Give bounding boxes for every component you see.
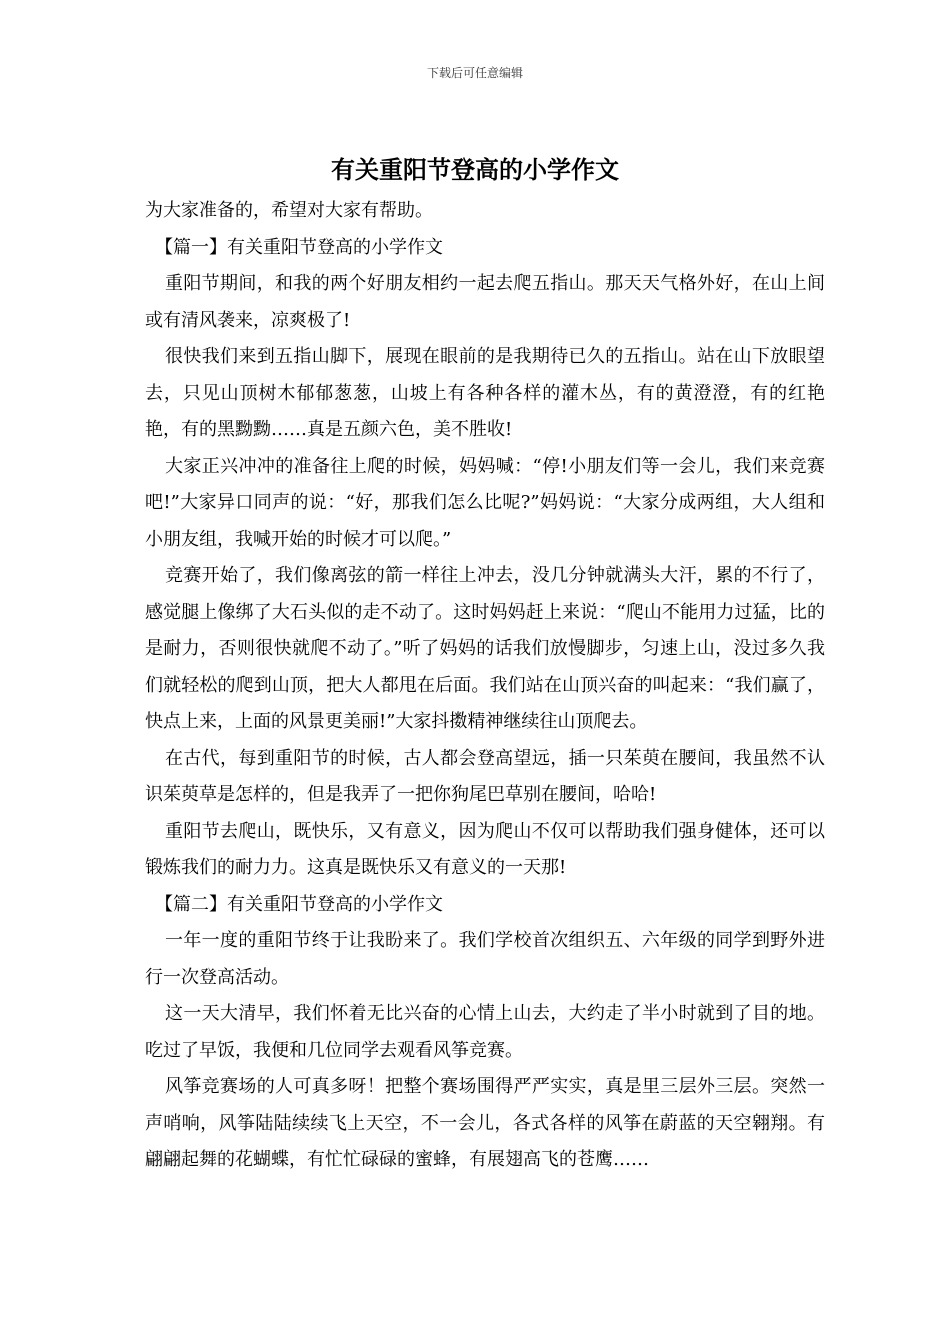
paragraph: 这一天大清早，我们怀着无比兴奋的心情上山去，大约走了半小时就到了目的地。吃过了早饭，我便和几位同学去观看风筝竞赛。 xyxy=(145,1003,825,1061)
paragraph: 大家正兴冲冲的准备往上爬的时候，妈妈喊：“停!小朋友们等一会儿，我们来竞赛吧!”大家异口同声的说：“好，那我们怎么比呢?”妈妈说：“大家分成两组，大人组和小朋友组，我喊开始的时候才可以爬。” xyxy=(145,455,825,550)
paragraph: 重阳节期间，和我的两个好朋友相约一起去爬五指山。那天天气格外好，在山上间或有清风袭来，凉爽极了! xyxy=(145,273,825,331)
paragraph: 竞赛开始了，我们像离弦的箭一样往上冲去，没几分钟就满头大汗，累的不行了，感觉腿上像绑了大石头似的走不动了。这时妈妈赶上来说：“爬山不能用力过猛，比的是耐力，否则很快就爬不动了。”听了妈妈的话我们放慢脚步，匀速上山，没过多久我们就轻松的爬到山顶，把大人都甩在后面。我们站在山顶兴奋的叫起来：“我们赢了，快点上来，上面的风景更美丽!”大家抖擞精神继续往山顶爬去。 xyxy=(145,565,825,732)
paragraph: 风筝竞赛场的人可真多呀！把整个赛场围得严严实实，真是里三层外三层。突然一声哨响，风筝陆陆续续飞上天空，不一会儿，各式各样的风筝在蔚蓝的天空翱翔。有翩翩起舞的花蝴蝶，有忙忙碌碌的蜜蜂，有展翅高飞的苍鹰…… xyxy=(145,1076,825,1170)
document-title: 有关重阳节登高的小学作文 xyxy=(331,156,619,184)
intro-paragraph: 为大家准备的，希望对大家有帮助。 xyxy=(145,200,433,221)
paragraph: 在古代，每到重阳节的时候，古人都会登高望远，插一只茱萸在腰间，我虽然不认识茱萸草是怎样的，但是我弄了一把你狗尾巴草别在腰间，哈哈! xyxy=(145,747,825,805)
paragraph: 很快我们来到五指山脚下，展现在眼前的是我期待已久的五指山。站在山下放眼望去，只见山顶树木郁郁葱葱，山坡上有各种各样的灌木丛，有的黄澄澄，有的红艳艳，有的黑黝黝……真是五颜六色，美不胜收! xyxy=(145,346,825,440)
section-heading-1: 【篇一】有关重阳节登高的小学作文 xyxy=(155,236,443,258)
paragraph: 一年一度的重阳节终于让我盼来了。我们学校首次组织五、六年级的同学到野外进行一次登高活动。 xyxy=(145,930,825,988)
header-note: 下载后可任意编辑 xyxy=(426,66,523,80)
document-body xyxy=(145,193,825,1179)
section-heading-2: 【篇二】有关重阳节登高的小学作文 xyxy=(155,893,443,915)
paragraph: 重阳节去爬山，既快乐，又有意义，因为爬山不仅可以帮助我们强身健体，还可以锻炼我们的耐力力。这真是既快乐又有意义的一天那! xyxy=(145,820,825,878)
